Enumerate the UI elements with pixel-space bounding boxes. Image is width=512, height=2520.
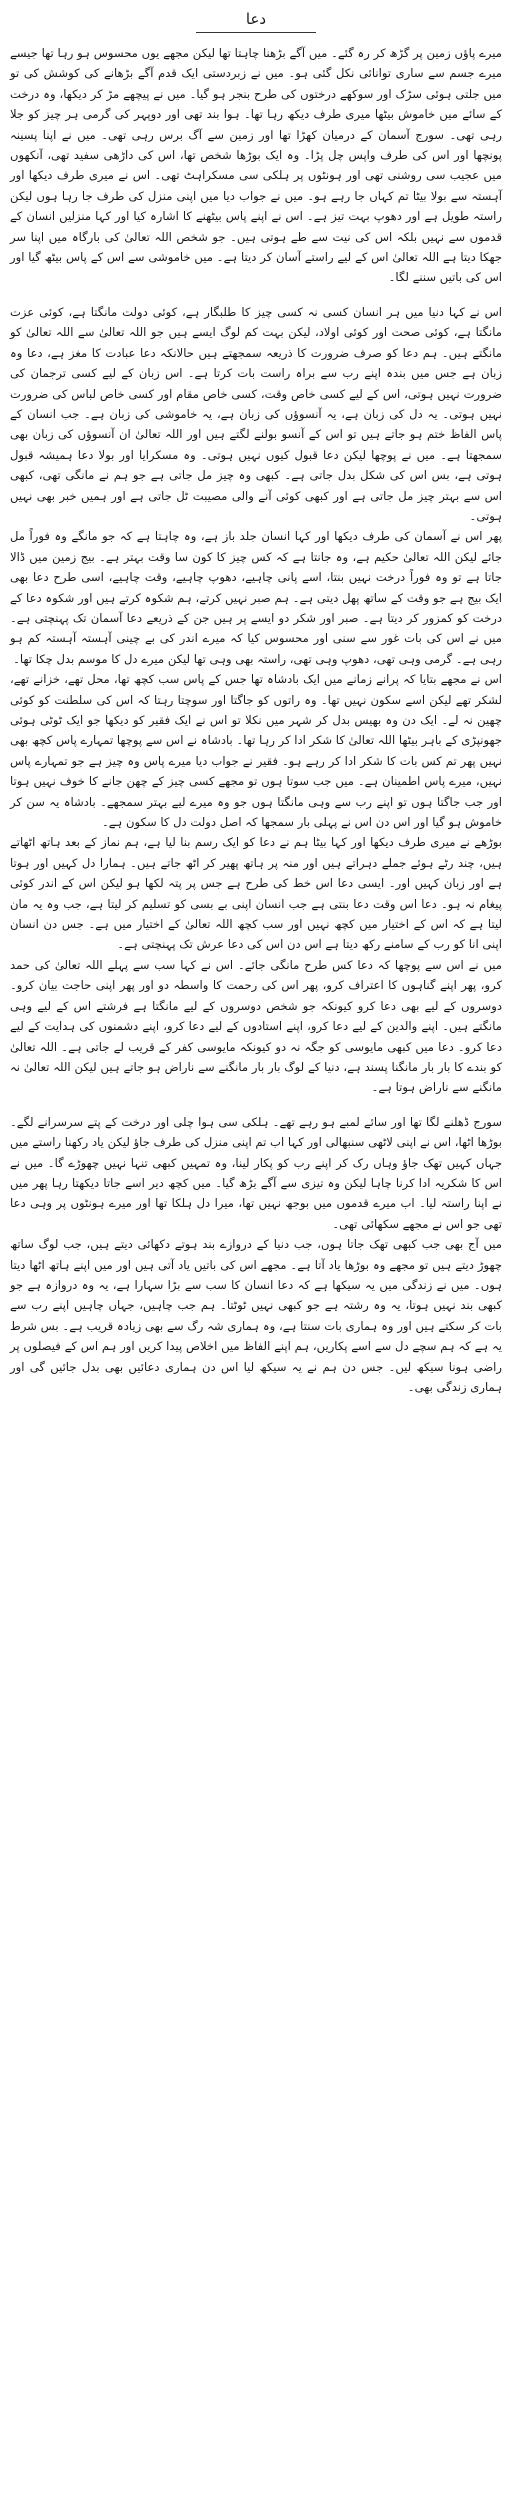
article-body: [6, 43, 506, 1397]
paragraph: اس نے مجھے بتایا کہ پرانے زمانے میں ایک بادشاہ تھا جس کے پاس سب کچھ تھا، محل تھے، خزانے تھے، لشکر تھے لیکن اسے سکون نہیں تھا۔ وہ راتوں کو جاگتا اور سوچتا رہتا کہ اس کی سلطنت کو کوئی چھین نہ لے۔ ایک دن وہ بھیس بدل کر شہر میں نکلا تو اس نے ایک فقیر کو دیکھا جو ایک ٹوٹی ہوئی جھونپڑی کے باہر بیٹھا اللہ تعالیٰ کا شکر ادا کر رہا تھا۔ بادشاہ نے اس سے پوچھا تمہارے پاس کچھ بھی نہیں پھر تم کس بات کا شکر ادا کر رہے ہو۔ فقیر نے جواب دیا میرے پاس وہ چیز ہے جو تمہارے پاس نہیں، میرے پاس اطمینان ہے۔ میں جب سوتا ہوں تو مجھے کسی چیز کے چھن جانے کا خوف نہیں ہوتا اور جب جاگتا ہوں تو اپنے رب سے وہی مانگتا ہوں جو وہ میرے لیے بہتر سمجھے۔ بادشاہ یہ سن کر خاموش ہو گیا اور اس دن اس نے پہلی بار سمجھا کہ اصل دولت دل کا سکون ہے۔: [10, 672, 502, 830]
title-divider: [196, 32, 316, 33]
paragraph: میں نے اس سے پوچھا کہ دعا کس طرح مانگی جائے۔ اس نے کہا سب سے پہلے اللہ تعالیٰ کی حمد کرو، پھر اپنے گناہوں کا اعتراف کرو، پھر اس کی رحمت کا واسطہ دو اور پھر اپنی حاجت بیان کرو۔ دوسروں کے لیے بھی دعا کرو کیونکہ جو شخص دوسروں کے لیے مانگتا ہے فرشتے اس کے لیے وہی مانگتے ہیں۔ اپنے والدین کے لیے دعا کرو، اپنے استادوں کے لیے دعا کرو، اپنے دشمنوں کی ہدایت کے لیے دعا کرو۔ دعا میں کبھی مایوسی کو جگہ نہ دو کیونکہ مایوسی کفر کے قریب لے جاتی ہے۔ اللہ تعالیٰ کو بندے کا بار بار مانگنا پسند ہے، دنیا کے لوگ بار بار مانگنے سے ناراض ہو جاتے ہیں لیکن اللہ تعالیٰ نہ مانگنے سے ناراض ہوتا ہے۔: [10, 957, 502, 1095]
paragraph-gap: [10, 288, 502, 302]
paragraph-gap: [10, 1098, 502, 1112]
article-title: دعا: [245, 10, 267, 28]
paragraph: پھر اس نے آسمان کی طرف دیکھا اور کہا انسان جلد باز ہے، وہ چاہتا ہے کہ جو مانگے وہ فوراً مل جائے لیکن اللہ تعالیٰ حکیم ہے، وہ جانتا ہے کہ کس چیز کا کون سا وقت بہتر ہے۔ بیج زمین میں ڈالا جاتا ہے تو وہ فوراً درخت نہیں بنتا، اسے پانی چاہیے، دھوپ چاہیے، وقت چاہیے، اسی طرح دعا بھی ایک بیج ہے جو وقت کے ساتھ پھل دیتی ہے۔ ہم صبر نہیں کرتے، ہم شکوہ کرتے ہیں اور شکوہ دعا کے درخت کو کمزور کر دیتا ہے۔ صبر اور شکر دو ایسے پر ہیں جن کے ذریعے دعا آسمان تک پہنچتی ہے۔ میں نے اس کی بات غور سے سنی اور محسوس کیا کہ میرے اندر کی بے چینی آہستہ آہستہ کم ہو رہی ہے۔ گرمی وہی تھی، دھوپ وہی تھی، راستہ بھی وہی تھا لیکن میرے دل کا موسم بدل چکا تھا۔: [10, 529, 502, 666]
paragraph: سورج ڈھلنے لگا تھا اور سائے لمبے ہو رہے تھے۔ ہلکی سی ہوا چلی اور درخت کے پتے سرسرانے لگے۔ بوڑھا اٹھا، اس نے اپنی لاٹھی سنبھالی اور کہا اب تم اپنی منزل کی طرف جاؤ لیکن یاد رکھنا راستے میں جہاں کہیں تھک جاؤ وہاں رک کر اپنے رب کو پکار لینا، وہ تمہیں کبھی تنہا نہیں چھوڑے گا۔ میں نے اس کا شکریہ ادا کرنا چاہا لیکن وہ تیزی سے آگے بڑھ گیا۔ میں کچھ دیر اسے جاتا دیکھتا رہا پھر میں نے اپنا راستہ لیا۔ اب میرے قدموں میں بوجھ نہیں تھا، میرا دل ہلکا تھا اور میرے ہونٹوں پر وہی دعا تھی جو اس نے مجھے سکھائی تھی۔: [10, 1114, 502, 1231]
paragraph: بوڑھے نے میری طرف دیکھا اور کہا بیٹا ہم نے دعا کو ایک رسم بنا لیا ہے، ہم نماز کے بعد ہاتھ اٹھاتے ہیں، چند رٹے ہوئے جملے دہراتے ہیں اور منہ پر ہاتھ پھیر کر اٹھ جاتے ہیں۔ ہمارا دل کہیں اور ہوتا ہے اور زبان کہیں اور۔ ایسی دعا اس خط کی طرح ہے جس پر پتہ لکھا ہو لیکن اس کے اندر کوئی پیغام نہ ہو۔ دعا اس وقت دعا بنتی ہے جب انسان اپنی بے بسی کو تسلیم کر لیتا ہے، جب وہ یہ مان لیتا ہے کہ اس کے اختیار میں کچھ نہیں اور سب کچھ اللہ تعالیٰ کے اختیار میں ہے۔ جس دن انسان اپنی انا کو رب کے سامنے رکھ دیتا ہے اس دن اس کی دعا عرش تک پہنچتی ہے۔: [10, 835, 502, 952]
paragraph: میرے پاؤں زمین پر گڑھ کر رہ گئے۔ میں آگے بڑھنا چاہتا تھا لیکن مجھے یوں محسوس ہو رہا تھا جیسے میرے جسم سے ساری توانائی نکل گئی ہو۔ میں نے زبردستی ایک قدم آگے بڑھانے کی کوشش کی تو میں جلتی ہوئی سڑک اور سوکھے درختوں کی طرح بنجر ہو گیا۔ میں نے پیچھے مڑ کر دیکھا، وہ درخت کے سائے میں خاموش بیٹھا میری طرف دیکھ رہا تھا۔ ہوا بند تھی اور دوپہر کی گرمی ہر چیز کو جلا رہی تھی۔ سورج آسمان کے درمیان کھڑا تھا اور زمین سے آگ برس رہی تھی۔ میں نے اپنا پسینہ پونچھا اور اس کی طرف واپس چل پڑا۔ وہ ایک بوڑھا شخص تھا، اس کی داڑھی سفید تھی، آنکھوں میں عجیب سی روشنی تھی اور ہونٹوں پر ہلکی سی مسکراہٹ تھی۔ اس نے میری طرف دیکھا اور آہستہ سے بولا بیٹا تم کہاں جا رہے ہو۔ میں نے جواب دیا میں اپنی منزل کی طرف جا رہا ہوں لیکن راستہ طویل ہے اور دھوپ بہت تیز ہے۔ اس نے اپنے پاس بیٹھنے کا اشارہ کیا اور کہا منزلیں انسان کے قدموں سے نہیں بلکہ اس کی نیت سے طے ہوتی ہیں۔ جو شخص اللہ تعالیٰ کی بارگاہ میں اپنا سر جھکا دیتا ہے اللہ تعالیٰ اس کے لیے راستے آسان کر دیتا ہے۔ میں خاموشی سے اس کے پاس بیٹھ گیا اور اس کی باتیں سننے لگا۔: [10, 46, 502, 285]
paragraph: اس نے کہا دنیا میں ہر انسان کسی نہ کسی چیز کا طلبگار ہے، کوئی دولت مانگتا ہے، کوئی عزت مانگتا ہے، کوئی صحت اور کوئی اولاد، لیکن بہت کم لوگ ایسے ہیں جو اللہ تعالیٰ سے اللہ تعالیٰ کو مانگتے ہیں۔ ہم دعا کو صرف ضرورت کا ذریعہ سمجھتے ہیں حالانکہ دعا عبادت کا مغز ہے، دعا وہ زبان ہے جس میں بندہ اپنے رب سے براہ راست بات کرتا ہے۔ اس زبان کے لیے کسی ترجمان کی ضرورت نہیں ہوتی، اس کے لیے کسی خاص وقت، کسی خاص مقام اور کسی خاص لباس کی ضرورت نہیں ہوتی۔ یہ دل کی زبان ہے، یہ آنسوؤں کی زبان ہے، یہ خاموشی کی زبان ہے۔ جب انسان کے پاس الفاظ ختم ہو جاتے ہیں تو اس کے آنسو بولنے لگتے ہیں اور اللہ تعالیٰ ان آنسوؤں کی زبان بھی سمجھتا ہے۔ میں نے پوچھا لیکن دعا قبول کیوں نہیں ہوتی۔ وہ مسکرایا اور بولا دعا ہمیشہ قبول ہوتی ہے، بس اس کی شکل بدل جاتی ہے۔ کبھی وہ چیز مل جاتی ہے جو ہم نے مانگی تھی، کبھی اس سے بہتر چیز مل جاتی ہے اور کبھی کوئی آنے والی مصیبت ٹل جاتی ہے اور ہمیں خبر بھی نہیں ہوتی۔: [10, 304, 502, 523]
paragraph: میں آج بھی جب کبھی تھک جاتا ہوں، جب دنیا کے دروازے بند ہوتے دکھائی دیتے ہیں، جب لوگ ساتھ چھوڑ دیتے ہیں تو مجھے وہ بوڑھا یاد آتا ہے۔ مجھے اس کی باتیں یاد آتی ہیں اور میں اپنے ہاتھ اٹھا دیتا ہوں۔ میں نے زندگی میں یہ سیکھا ہے کہ دعا انسان کا سب سے بڑا سہارا ہے، یہ وہ دروازہ ہے جو کبھی بند نہیں ہوتا، یہ وہ رشتہ ہے جو کبھی نہیں ٹوٹتا۔ ہم جب چاہیں، جہاں چاہیں اپنے رب سے بات کر سکتے ہیں اور وہ ہماری بات سنتا ہے، وہ ہماری شہ رگ سے بھی زیادہ قریب ہے۔ بس شرط یہ ہے کہ ہم سچے دل سے اسے پکاریں، ہم اپنے الفاظ میں اخلاص پیدا کریں اور ہم اس کے فیصلوں پر راضی ہونا سیکھ لیں۔ جس دن ہم نے یہ سیکھ لیا اس دن ہماری دعائیں بھی بدل جائیں گی اور ہماری زندگی بھی۔: [10, 1237, 502, 1394]
article-column: [6, 0, 506, 2520]
